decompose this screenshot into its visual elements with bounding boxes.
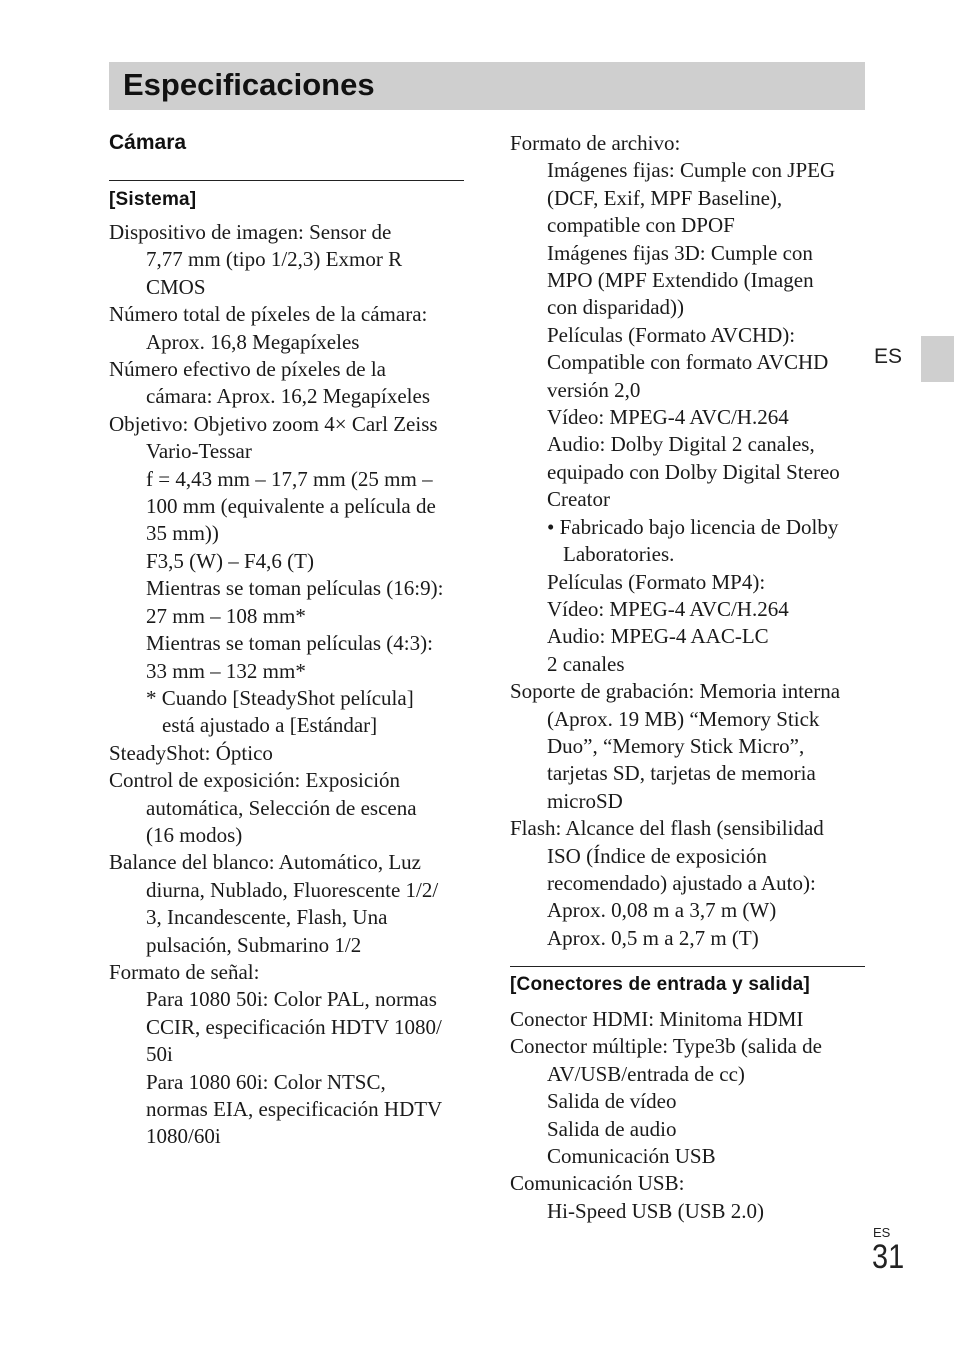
spec-line: 50i (146, 1042, 173, 1067)
spec-line: Flash: Alcance del flash (sensibilidad (510, 816, 824, 841)
spec-line: 1080/60i (146, 1124, 221, 1149)
spec-line: cámara: Aprox. 16,2 Megapíxeles (146, 384, 430, 409)
spec-line: Para 1080 50i: Color PAL, normas (146, 987, 437, 1012)
language-tab-label: ES (874, 345, 903, 368)
spec-line: (16 modos) (146, 822, 243, 847)
spec-line: (DCF, Exif, MPF Baseline), (547, 185, 783, 210)
page-number: 31 (872, 1238, 905, 1276)
spec-line: Conector múltiple: Type3b (salida de (510, 1034, 822, 1059)
spec-line: Número efectivo de píxeles de la (109, 357, 386, 382)
spec-line: (Aprox. 19 MB) “Memory Stick (547, 706, 820, 731)
spec-line: Aprox. 0,5 m a 2,7 m (T) (547, 925, 759, 950)
spec-line: Vario-Tessar (146, 439, 252, 464)
spec-line: Salida de vídeo (547, 1089, 677, 1114)
spec-line: Películas (Formato AVCHD): (547, 322, 796, 347)
spec-line: automática, Selección de escena (146, 795, 417, 820)
bullet-line: Laboratories. (563, 542, 675, 567)
subsection-heading-conectores: [Conectores de entrada y salida] (510, 974, 810, 995)
right-column-bottom (510, 1006, 875, 1225)
spec-line: 35 mm)) (146, 521, 219, 546)
right-column-top (510, 130, 875, 952)
spec-line: Imágenes fijas: Cumple con JPEG (547, 158, 836, 183)
spec-line: pulsación, Submarino 1/2 (146, 932, 362, 957)
spec-line: Aprox. 0,08 m a 3,7 m (W) (547, 898, 777, 923)
spec-line: 100 mm (equivalente a película de (146, 494, 436, 519)
spec-line: compatible con DPOF (547, 213, 735, 238)
spec-line: f = 4,43 mm – 17,7 mm (25 mm – (146, 466, 433, 491)
spec-line: CMOS (146, 274, 206, 299)
spec-line: CCIR, especificación HDTV 1080/ (146, 1014, 442, 1039)
spec-line: con disparidad)) (547, 295, 685, 320)
spec-line: Comunicación USB (547, 1144, 716, 1169)
spec-line: ISO (Índice de exposición (547, 843, 767, 868)
spec-line: Dispositivo de imagen: Sensor de (109, 220, 392, 244)
spec-line: Duo”, “Memory Stick Micro”, (547, 733, 805, 758)
spec-line: SteadyShot: Óptico (109, 740, 273, 765)
spec-line: equipado con Dolby Digital Stereo (547, 459, 840, 484)
title-bar (109, 62, 865, 110)
spec-line: Mientras se toman películas (4:3): (146, 631, 433, 656)
section-heading-camara: Cámara (109, 131, 187, 154)
page-title: Especificaciones (123, 67, 375, 102)
spec-line: Vídeo: MPEG-4 AVC/H.264 (547, 405, 789, 430)
footnote-line: está ajustado a [Estándar] (162, 713, 378, 738)
spec-line: Aprox. 16,8 Megapíxeles (146, 329, 360, 354)
spec-line: diurna, Nublado, Fluorescente 1/2/ (146, 877, 439, 902)
spec-line: Soporte de grabación: Memoria interna (510, 679, 841, 704)
spec-line: versión 2,0 (547, 377, 641, 402)
spec-line: Objetivo: Objetivo zoom 4× Carl Zeiss (109, 411, 438, 436)
spec-line: Salida de audio (547, 1116, 677, 1141)
left-column (109, 219, 469, 1151)
spec-line: Audio: Dolby Digital 2 canales, (547, 432, 815, 457)
spec-line: Hi-Speed USB (USB 2.0) (547, 1198, 765, 1223)
spec-line: Conector HDMI: Minitoma HDMI (510, 1007, 804, 1031)
spec-line: microSD (547, 788, 623, 813)
spec-line: recomendado) ajustado a Auto): (547, 870, 816, 895)
spec-line: 2 canales (547, 651, 625, 676)
spec-line: Imágenes fijas 3D: Cumple con (547, 240, 813, 265)
spec-line: Control de exposición: Exposición (109, 768, 401, 793)
spec-line: AV/USB/entrada de cc) (547, 1061, 745, 1086)
spec-line: tarjetas SD, tarjetas de memoria (547, 761, 816, 786)
subsection-heading-sistema: [Sistema] (109, 189, 197, 210)
divider-sistema (109, 180, 464, 181)
spec-line: Vídeo: MPEG-4 AVC/H.264 (547, 596, 789, 621)
spec-line: Comunicación USB: (510, 1171, 685, 1196)
spec-line: Formato de señal: (109, 959, 260, 984)
language-tab (921, 336, 954, 382)
spec-line: Formato de archivo: (510, 131, 681, 155)
spec-line: 33 mm – 132 mm* (146, 658, 306, 683)
footnote-line: * Cuando [SteadyShot película] (146, 685, 414, 710)
spec-line: Para 1080 60i: Color NTSC, (146, 1069, 386, 1094)
spec-line: 27 mm – 108 mm* (146, 603, 306, 628)
bullet-line: • Fabricado bajo licencia de Dolby (547, 514, 839, 539)
spec-line: 7,77 mm (tipo 1/2,3) Exmor R (146, 247, 403, 272)
spec-line: Compatible con formato AVCHD (547, 350, 829, 375)
spec-line: 3, Incandescente, Flash, Una (146, 905, 388, 930)
spec-line: Mientras se toman películas (16:9): (146, 576, 444, 601)
divider-conectores (510, 966, 865, 967)
spec-line: normas EIA, especificación HDTV (146, 1097, 443, 1121)
spec-line: Audio: MPEG-4 AAC-LC (547, 624, 769, 649)
page-language-label: ES (873, 1225, 891, 1240)
spec-line: Creator (547, 487, 610, 512)
spec-line: Número total de píxeles de la cámara: (109, 302, 428, 327)
spec-line: Balance del blanco: Automático, Luz (109, 850, 421, 875)
spec-line: Películas (Formato MP4): (547, 569, 766, 594)
spec-line: F3,5 (W) – F4,6 (T) (146, 548, 314, 573)
spec-line: MPO (MPF Extendido (Imagen (547, 268, 814, 293)
